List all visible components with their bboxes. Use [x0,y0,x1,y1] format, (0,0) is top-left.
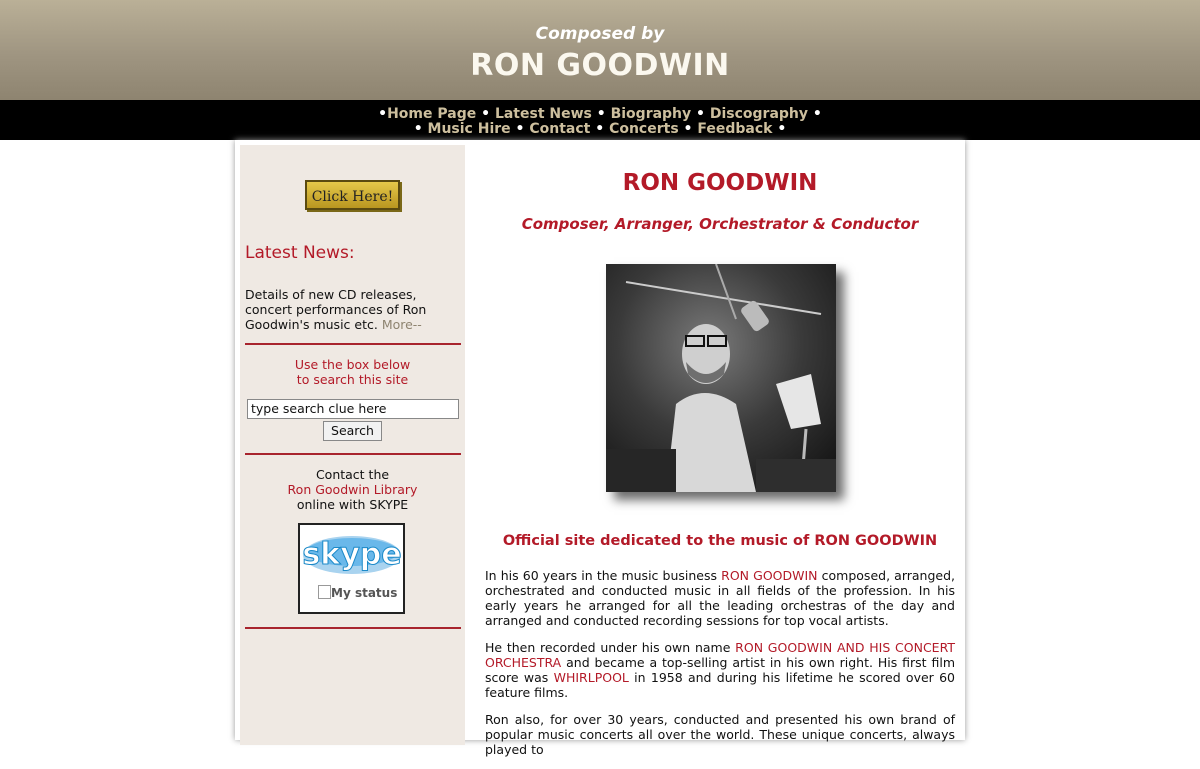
nav-home[interactable]: Home Page [387,106,477,122]
sidebar [240,145,465,745]
composed-by-label: Composed by [535,24,665,44]
click-here-button[interactable]: Click Here! [305,180,400,210]
nav-biography[interactable]: Biography [610,106,692,122]
skype-logo-text: skype [302,537,402,572]
broken-image-icon [318,585,331,599]
divider [245,627,461,629]
divider [245,343,461,345]
skype-status-button[interactable] [298,523,405,614]
search-label-line-1: Use the box below [294,357,411,372]
status-alt-text: My status [331,586,398,600]
site-banner [0,0,1200,100]
nav-feedback[interactable]: Feedback [697,121,773,137]
paragraph-1: In his 60 years in the music business RON GOODWIN composed, arranged, orchestrated and conducted music in all fields of the profession. In his early years he arranged for all the leading orchestras of the day and arranged and conducted recording sessions for top vocal artists. [485,568,955,628]
official-site-heading: Official site dedicated to the music of RON GOODWIN [502,533,938,549]
site-title: RON GOODWIN [470,48,730,83]
latest-news-text [245,287,460,332]
ron-goodwin-photo [606,264,836,492]
main-content [475,140,965,757]
nav-discography[interactable]: Discography [709,106,809,122]
photo-image [606,264,836,492]
contact-line-3: online with SKYPE [296,497,409,512]
divider [245,453,461,455]
library-link[interactable]: Ron Goodwin Library [287,482,418,497]
skype-contact-text [240,467,465,512]
more-link[interactable]: More-- [381,317,422,332]
paragraph-2: He then recorded under his own name RON GOODWIN AND HIS CONCERT ORCHESTRA and became a top-selling artist in his own right. His first film score was WHIRLPOOL in 1958 and during his lifetime he scored over 60 feature films. [485,640,956,700]
latest-news-heading: Latest News: [245,243,355,263]
nav-music-hire[interactable]: Music Hire [427,121,511,137]
page-title: RON GOODWIN [622,170,818,196]
page-container [235,140,965,757]
search-input[interactable]: type search clue here [247,399,459,419]
paragraph-3: Ron also, for over 30 years, conducted and presented his own brand of popular music concerts all over the world. These unique concerts, always played to [485,712,955,757]
nav-concerts[interactable]: Concerts [609,121,679,137]
nav-latest-news[interactable]: Latest News [494,106,592,122]
biography-text [485,568,955,769]
nav-contact[interactable]: Contact [529,121,591,137]
skype-logo-icon [302,533,403,577]
status-image [318,585,397,600]
search-label-line-2: to search this site [296,372,409,387]
search-button[interactable]: Search [323,421,382,441]
contact-line-1: Contact the [315,467,390,482]
news-summary: Details of new CD releases, concert performances of Ron Goodwin's music etc. [245,287,427,332]
page-subtitle: Composer, Arranger, Orchestrator & Conductor [521,215,919,233]
main-nav: •Home Page • Latest News • Biography • Discography • • Music Hire • Contact • Concerts • Feedback • [0,100,1200,140]
search-instructions [240,357,465,387]
